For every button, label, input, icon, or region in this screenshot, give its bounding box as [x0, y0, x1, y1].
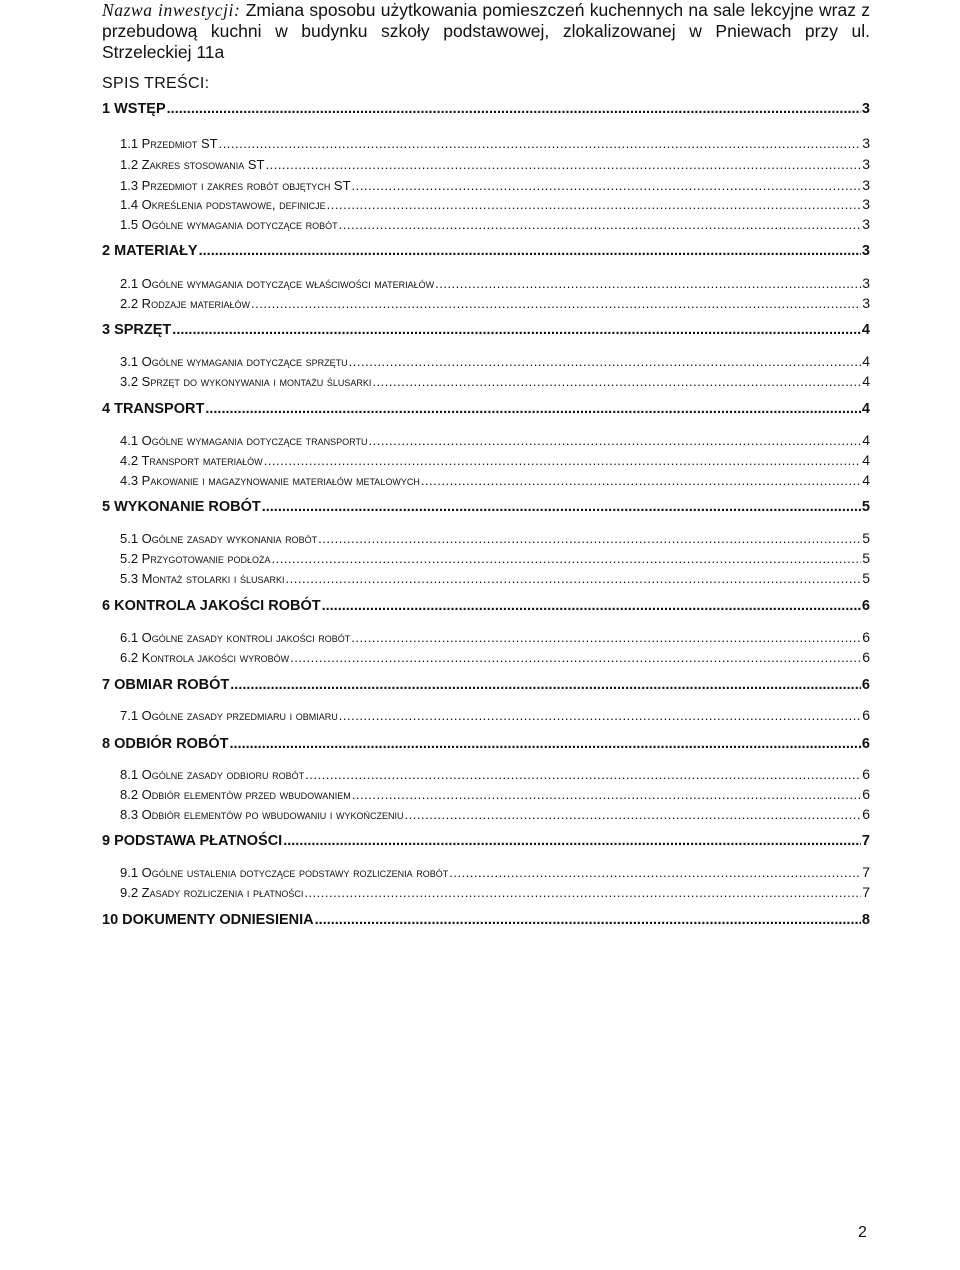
toc-entry-4-2[interactable]: 4.2 Transport materiałów ..... 4: [120, 452, 870, 468]
toc-entry-1-3[interactable]: 1.3 Przedmiot i zakres robót objętych ST ..... 3: [120, 177, 870, 193]
toc-entry-8-1[interactable]: 8.1 Ogólne zasady odbioru robót ..... 6: [120, 766, 870, 782]
page-number: 2: [858, 1224, 867, 1241]
toc-entry-6-1[interactable]: 6.1 Ogólne zasady kontroli jakości robót ..... 6: [120, 629, 870, 645]
toc-entry-1-1[interactable]: 1.1 Przedmiot ST ..... 3: [120, 135, 870, 151]
toc-entry-3-1[interactable]: 3.1 Ogólne wymagania dotyczące sprzętu ..... 4: [120, 353, 870, 369]
toc-entry-7[interactable]: 7 OBMIAR ROBÓT ..... 6: [102, 677, 870, 693]
toc-entry-5-3[interactable]: 5.3 Montaż stolarki i ślusarki ..... 5: [120, 570, 870, 586]
toc-entry-4-1[interactable]: 4.1 Ogólne wymagania dotyczące transportu ..... 4: [120, 432, 870, 448]
toc-entry-9-2[interactable]: 9.2 Zasady rozliczenia i płatności ..... 7: [120, 884, 870, 900]
toc-entry-7-1[interactable]: 7.1 Ogólne zasady przedmiaru i obmiaru ..... 6: [120, 707, 870, 723]
toc-entry-5-1[interactable]: 5.1 Ogólne zasady wykonania robót ..... 5: [120, 530, 870, 546]
toc-entry-4-3[interactable]: 4.3 Pakowanie i magazynowanie materiałów metalowych ..... 4: [120, 472, 870, 488]
toc-entry-6[interactable]: 6 KONTROLA JAKOŚCI ROBÓT ..... 6: [102, 598, 870, 614]
toc-entry-8-3[interactable]: 8.3 Odbiór elementów po wbudowaniu i wykończeniu ..... 6: [120, 806, 870, 822]
toc-entry-2-1[interactable]: 2.1 Ogólne wymagania dotyczące właściwości materiałów ..... 3: [120, 275, 870, 291]
toc-entry-8-2[interactable]: 8.2 Odbiór elementów przed wbudowaniem ..... 6: [120, 786, 870, 802]
toc-entry-4[interactable]: 4 TRANSPORT ..... 4: [102, 401, 870, 417]
toc-entry-8[interactable]: 8 ODBIÓR ROBÓT ..... 6: [102, 736, 870, 752]
toc-entry-5-2[interactable]: 5.2 Przygotowanie podłoża ..... 5: [120, 550, 870, 566]
toc-entry-3-2[interactable]: 3.2 Sprzęt do wykonywania i montażu ślusarki ..... 4: [120, 373, 870, 389]
toc-entry-1-4[interactable]: 1.4 Określenia podstawowe, definicje ..... 3: [120, 196, 870, 212]
toc-entry-3[interactable]: 3 SPRZĘT ..... 4: [102, 322, 870, 338]
toc-entry-1[interactable]: 1 WSTĘP ..... 3: [102, 101, 870, 117]
toc-entry-9[interactable]: 9 PODSTAWA PŁATNOŚCI ..... 7: [102, 833, 870, 849]
toc-entry-2[interactable]: 2 MATERIAŁY ..... 3: [102, 243, 870, 259]
toc-entry-9-1[interactable]: 9.1 Ogólne ustalenia dotyczące podstawy rozliczenia robót ..... 7: [120, 864, 870, 880]
toc-title: SPIS TREŚCI:: [102, 75, 210, 92]
toc-entry-1-2[interactable]: 1.2 Zakres stosowania ST ..... 3: [120, 156, 870, 172]
toc-entry-2-2[interactable]: 2.2 Rodzaje materiałów ..... 3: [120, 295, 870, 311]
toc-entry-6-2[interactable]: 6.2 Kontrola jakości wyrobów ..... 6: [120, 649, 870, 665]
toc-entry-10[interactable]: 10 DOKUMENTY ODNIESIENIA ..... 8: [102, 912, 870, 928]
toc-entry-1-5[interactable]: 1.5 Ogólne wymagania dotyczące robót ..... 3: [120, 216, 870, 232]
investment-name-text: Zmiana sposobu użytkowania pomieszczeń kuchennych na sale lekcyjne wraz z przebudową kuchni w budynku szkoły podstawowej, zlokalizowanej w Pniewach przy ul. Strzeleckiej 11a: [102, 0, 870, 62]
investment-name-label: Nazwa inwestycji:: [102, 0, 241, 20]
toc-entry-5[interactable]: 5 WYKONANIE ROBÓT ..... 5: [102, 499, 870, 515]
investment-header: [102, 0, 870, 63]
